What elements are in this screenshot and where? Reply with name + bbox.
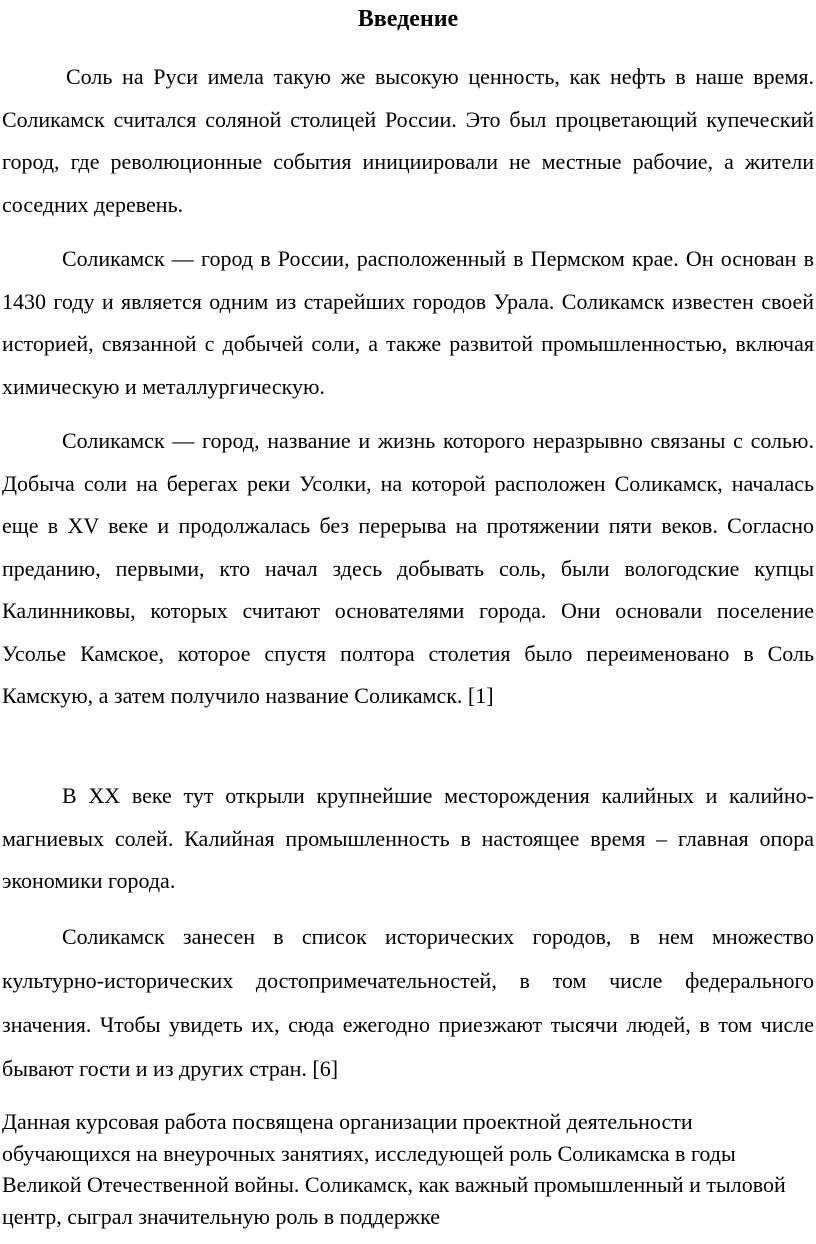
paragraph-intro-salt: Соль на Руси имела такую же высокую ценность, как нефть в наше время. Соликамск считался соляной столицей России. Это был процветающий купеческий город, где революционные события инициировали не местные рабочие, а жители соседних деревень. — [2, 64, 814, 217]
paragraph-salt-history: Соликамск — город, название и жизнь которого неразрывно связаны с солью. Добыча соли на берегах реки Усолки, на которой расположен Соликамск, началась еще в XV веке и продолжалась без перерыва на протяжении пяти веков. Согласно преданию, первыми, кто начал здесь добывать соль, были вологодские купцы Калинниковы, которых считают основателями города. Они основали поселение Усолье Камское, которое спустя полтора столетия было переименовано в Соль Камскую, а затем получило название Соликамск. [1] — [2, 428, 814, 708]
paragraph-potash-industry: В XX веке тут открыли крупнейшие месторождения калийных и калийно-магниевых солей. Калийная промышленность в настоящее время – главная опора экономики города. — [2, 783, 814, 893]
paragraph-historic-city: Соликамск занесен в список исторических городов, в нем множество культурно-исторических достопримечательностей, в том числе федерального значения. Чтобы увидеть их, сюда ежегодно приезжают тысячи людей, в том числе бывают гости и из других стран. [6] — [2, 924, 814, 1081]
page-title: Введение — [357, 6, 459, 32]
paragraph-coursework-purpose: Данная курсовая работа посвящена организации проектной деятельности обучающихся на внеурочных занятиях, исследующей роль Соликамска в годы Великой Отечественной войны. Соликамск, как важный промышленный и тыловой центр, сыграл значительную роль в поддержке — [2, 1109, 786, 1229]
paragraph-city-overview: Соликамск — город в России, расположенный в Пермском крае. Он основан в 1430 году и является одним из старейших городов Урала. Соликамск известен своей историей, связанной с добычей соли, а также развитой промышленностью, включая химическую и металлургическую. — [2, 246, 814, 399]
